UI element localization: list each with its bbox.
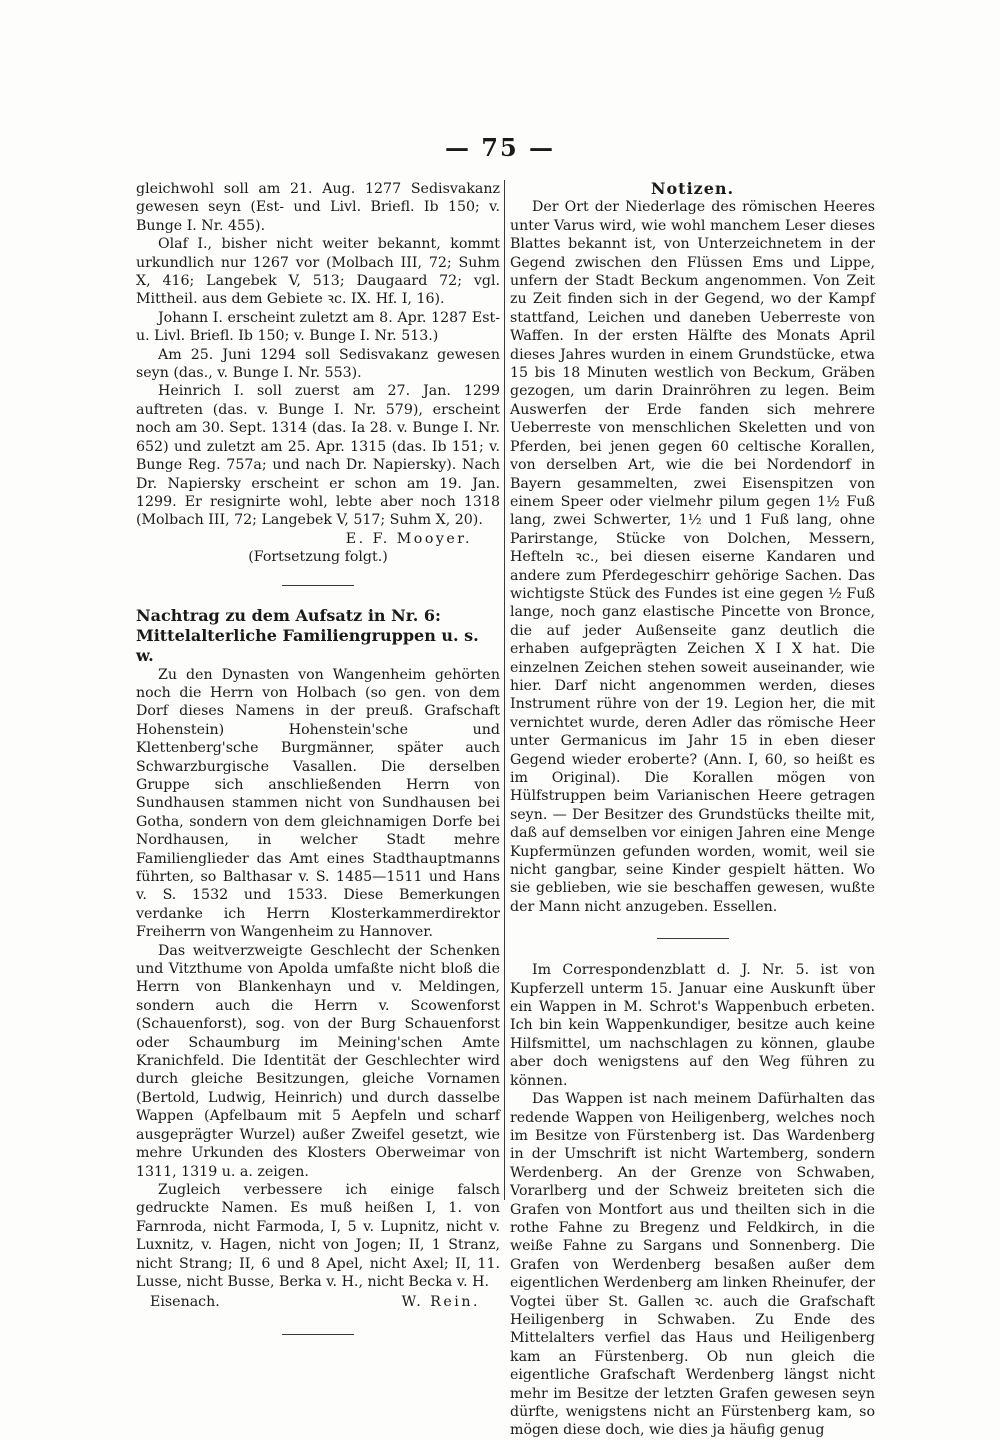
notizen-heading: Notizen. [650, 179, 735, 198]
page-number: — 75 — [444, 133, 556, 162]
author-name: W. Rein. [401, 1294, 480, 1311]
nachtrag-paragraph: Zu den Dynasten von Wangenheim gehörten noch die Herrn von Holbach (so gen. von dem Dorf dieses Namens in der preuß. Grafschaft Hohenstein) Hohenstein'sche und Klettenberg'sche Burgmänner, später auch Schwarzburgische Vasallen. Die derselben Gruppe sich anschließenden Herrn von Sundhausen stammen nicht von Sundhausen bei Gotha, sondern von dem gleichnamigen Dorfe bei Nordhausen, in welcher Stadt mehre Familienglieder das Amt eines Stadthauptmanns führten, so Balthasar v. S. 1485—1511 und Hans v. S. 1532 und 1533. Diese Bemerkungen verdanke ich Herrn Klosterkammerdirektor Freiherrn von Wangenheim zu Hannover. [136, 666, 500, 941]
nachtrag-paragraph: Zugleich verbessere ich einige falsch gedruckte Namen. Es muß heißen I, 1. von Farnroda, nicht Farmoda, I, 5 v. Lupnitz, nicht v. Luxnitz, v. Hagen, nicht von Jogen; II, 1 Stranz, nicht Strang; II, 6 und 8 Apel, nicht Axel; II, 11. Lusse, nicht Busse, Berka v. H., nicht Becka v. H. [136, 1181, 500, 1290]
left-paragraph: gleichwohl soll am 21. Aug. 1277 Sedisvakanz gewesen seyn (Est- und Livl. Briefl. Ib 150; v. Bunge I. Nr. 455). [136, 181, 500, 234]
notizen-paragraph: Der Ort der Niederlage des römischen Heeres unter Varus wird, wie wohl manchem Leser dieses Blattes bekannt ist, von Unterzeichnetem in der Gegend zwischen den Flüssen Ems und Lippe, unfern der Stadt Beckum angenommen. Von Zeit zu Zeit finden sich in der Gegend, wo der Kampf stattfand, Leichen und daneben Ueberreste von Waffen. In der ersten Hälfte des Monats April dieses Jahres wurden in einem Grundstücke, etwa 15 bis 18 Minuten westlich von Beckum, Gräben gezogen, um darin Drainröhren zu legen. Beim Auswerfen der Erde fanden sich mehrere Ueberreste von menschlichen Skeletten und von Pferden, bei jenen gegen 60 celtische Korallen, von derselben Art, wie die bei Nordendorf in Bayern gesammelten, zwei Eisenspitzen von einem Speer oder vielmehr pilum gegen 1½ Fuß lang, zwei Schwerter, 1½ und 1 Fuß lang, ohne Parirstange, Stücke von Dolchen, Messern, Hefteln ꝛc., bei diesen eiserne Kandaren und andere zum Pferdegeschirr gehörige Sachen. Das wichtigste Stück des Fundes ist eine gegen ½ Fuß lange, noch ganz elastische Pincette von Bronce, die auf jeder Außenseite ganz deutlich die erhaben aufgeprägten Zeichen X I X hat. Die einzelnen Zeichen stehen soweit auseinander, wie hier. Darf nicht angenommen werden, dieses Instrument rühre von der 19. Legion her, die mit vernichtet wurde, deren Adler das römische Heer unter Germanicus im Jahr 15 in eben dieser Gegend wieder eroberte? (Ann. I, 60, so heißt es im Original). Die Korallen mögen von Hülfstruppen beim Varianischen Heere getragen seyn. — Der Besitzer des Grundstücks theilte mit, daß auf demselben vor einigen Jahren eine Menge Kupfermünzen gefunden worden, womit, weil sie nicht gangbar, seine Kinder gespielt hätten. Wo sie geblieben, wie sie beschaffen gewesen, wußte der Mann nicht anzugeben. Essellen. [510, 199, 875, 915]
continued-note: (Fortsetzung folgt.) [248, 549, 388, 566]
right-paragraph: Das Wappen ist nach meinem Dafürhalten das redende Wappen von Heiligenberg, welches noch im Besitze von Fürstenberg ist. Das Wardenberg in der Umschrift ist nicht Wartemberg, sondern Werdenberg. An der Grenze von Schwaben, Vorarlberg und der Schweiz breiteten sich die Grafen von Montfort aus und theilten sich in die rothe Fahne zu Bregenz und Feldkirch, in die weiße Fahne zu Sargans und Sonnenberg. Die Grafen von Werdenberg besaßen außer dem eigentlichen Werdenberg am linken Rheinufer, der Vogtei über St. Gallen ꝛc. auch die Grafschaft Heiligenberg in Schwaben. Zu Ende des Mittelalters verfiel das Haus und Heiligenberg kam an Fürstenberg. Ob nun gleich die eigentliche Grafschaft Werdenberg längst nicht mehr im Besitze der letzten Grafen gewesen seyn dürfte, wenigstens nicht an Fürstenberg kam, so mögen diese doch, wie dies ja häufig genug [510, 1091, 875, 1439]
left-paragraph: Olaf I., bisher nicht weiter bekannt, kommt urkundlich nur 1267 vor (Molbach III, 72; Suhm X, 416; Langebek V, 513; Daugaard 72; vgl. Mittheil. aus dem Gebiete ꝛc. IX. Hf. I, 16). [136, 236, 500, 308]
right-paragraph: Im Correspondenzblatt d. J. Nr. 5. ist von Kupferzell unterm 15. Januar eine Auskunft über ein Wappen in M. Schrot's Wappenbuch erbeten. Ich bin kein Wappenkundiger, besitze auch keine Hilfsmittel, um nachschlagen zu können, glaube aber doch wenigstens auf den Weg führen zu können. [510, 962, 875, 1089]
left-paragraph: Johann I. erscheint zuletzt am 8. Apr. 1287 Est- u. Livl. Briefl. Ib 150; v. Bunge I. Nr. 513.) [136, 309, 500, 345]
author-signature: E. F. Mooyer. [345, 530, 472, 547]
nachtrag-paragraph: Das weitverzweigte Geschlecht der Schenken und Vitzthume von Apolda umfaßte nicht bloß die Herrn von Blankenhayn und v. Meldingen, sondern auch die Herrn v. Scowenforst (Schauenforst), sog. von der Burg Schauenforst oder Schaumburg im Meining'schen Amte Kranichfeld. Die Identität der Geschlechter wird durch gleiche Besitzungen, gleiche Vornamen (Bertold, Ludwig, Heinrich) und durch dasselbe Wappen (Apfelbaum mit 5 Aepfeln und scharf ausgeprägter Wurzel) außer Zweifel gesetzt, wie mehre Urkunden des Klosters Oberweimar von 1311, 1319 u. a. zeigen. [136, 942, 500, 1180]
left-column [136, 180, 500, 1355]
place-label: Eisenach. [150, 1294, 220, 1311]
left-paragraph: Am 25. Juni 1294 soll Sedisvakanz gewesen seyn (das., v. Bunge I. Nr. 553). [136, 346, 500, 382]
section-rule [282, 585, 354, 586]
section-rule [657, 938, 729, 939]
place-author-line [136, 1293, 500, 1311]
left-paragraph: Heinrich I. soll zuerst am 27. Jan. 1299 auftreten (das. v. Bunge I. Nr. 579), erscheint noch am 30. Sept. 1314 (das. Ia 28. v. Bunge I. Nr. 652) und zuletzt am 25. Apr. 1315 (das. Ib 151; v. Bunge Reg. 757a; und nach Dr. Napiersky). Nach Dr. Napiersky erscheint er schon am 19. Jan. 1299. Er resignirte wohl, lebte aber noch 1318 (Molbach III, 72; Langebek V, 517; Suhm X, 20). [136, 383, 500, 529]
right-column [510, 180, 875, 1440]
column-divider [504, 180, 505, 1200]
section-rule [282, 1334, 354, 1335]
nachtrag-heading: Nachtrag zu dem Aufsatz in Nr. 6: Mittelalterliche Familiengruppen u. s. w. [136, 605, 479, 665]
